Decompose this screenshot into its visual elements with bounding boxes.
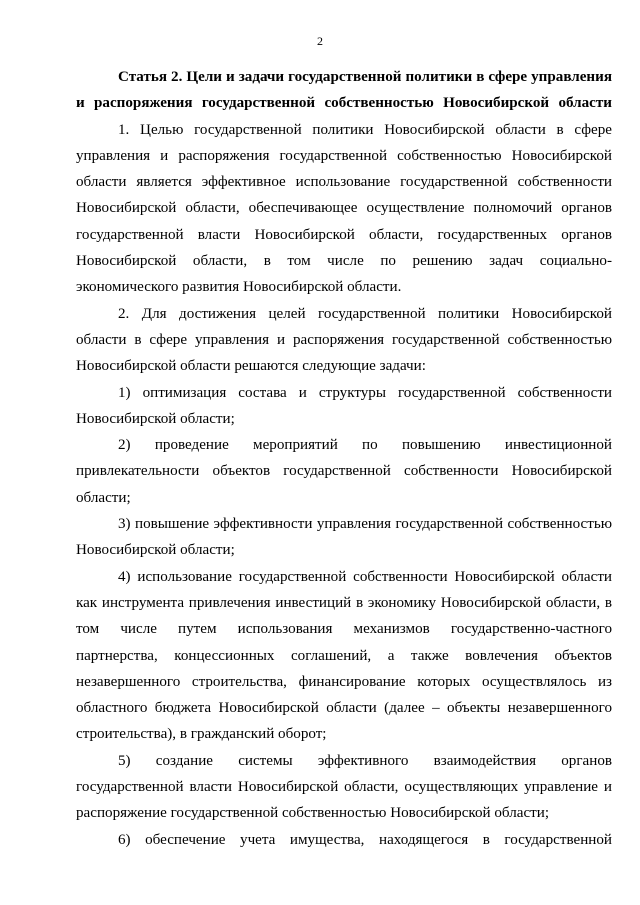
article-heading — [76, 64, 612, 117]
text-line: 2) проведение мероприятий по повышению инвестиционной — [118, 437, 612, 454]
text-line: 6) обеспечение учета имущества, находящегося в государственной — [118, 831, 612, 848]
heading-line: и распоряжения государственной собственностью Новосибирской области — [76, 95, 612, 112]
text-line: области является эффективное использование государственной собственности — [76, 174, 612, 191]
text-line: Новосибирской области, обеспечивающее осуществление полномочий органов — [76, 200, 612, 217]
text-line: области; — [76, 489, 131, 506]
text-line: государственной власти Новосибирской области, осуществляющих управление и — [76, 779, 612, 796]
text-line: как инструмента привлечения инвестиций в экономику Новосибирской области, в — [76, 594, 612, 611]
list-item-2 — [76, 432, 612, 511]
text-line: области в сфере управления и распоряжения государственной собственностью — [76, 331, 612, 348]
text-line: строительства), в гражданский оборот; — [76, 726, 327, 743]
document-body — [76, 64, 612, 853]
text-line: Новосибирской области; — [76, 542, 235, 559]
text-line: Новосибирской области, в том числе по решению задач социально- — [76, 253, 612, 270]
text-line: распоряжение государственной собственностью Новосибирской области; — [76, 805, 550, 822]
page-number: 2 — [317, 34, 323, 48]
text-line: областного бюджета Новосибирской области (далее – объекты незавершенного — [76, 700, 612, 717]
text-line: 3) повышение эффективности управления государственной собственностью — [118, 516, 612, 533]
text-line: 4) использование государственной собственности Новосибирской области — [118, 568, 612, 585]
text-line: незавершенного строительства, финансирование которых осуществлялось из — [76, 673, 612, 690]
text-line: партнерства, концессионных соглашений, а также вовлечения объектов — [76, 647, 612, 664]
heading-line: Статья 2. Цели и задачи государственной политики в сфере управления — [118, 69, 612, 85]
paragraph-1 — [76, 117, 612, 301]
list-item-1 — [76, 380, 612, 433]
list-item-4 — [76, 564, 612, 748]
text-line: государственной власти Новосибирской области, государственных органов — [76, 226, 612, 243]
list-item-6 — [76, 827, 612, 853]
text-line: 5) создание системы эффективного взаимодействия органов — [118, 752, 612, 769]
text-line: том числе путем использования механизмов государственно-частного — [76, 621, 612, 638]
text-line: Новосибирской области решаются следующие задачи: — [76, 358, 426, 375]
list-item-3 — [76, 511, 612, 564]
text-line: экономического развития Новосибирской области. — [76, 279, 402, 296]
list-item-5 — [76, 748, 612, 827]
text-line: Новосибирской области; — [76, 410, 235, 427]
text-line: привлекательности объектов государственной собственности Новосибирской — [76, 463, 612, 480]
text-line: управления и распоряжения государственной собственностью Новосибирской — [76, 147, 612, 164]
text-line: 1. Целью государственной политики Новосибирской области в сфере — [118, 121, 612, 138]
text-line: 2. Для достижения целей государственной политики Новосибирской — [118, 305, 612, 322]
text-line: 1) оптимизация состава и структуры государственной собственности — [118, 384, 612, 401]
paragraph-2 — [76, 301, 612, 380]
